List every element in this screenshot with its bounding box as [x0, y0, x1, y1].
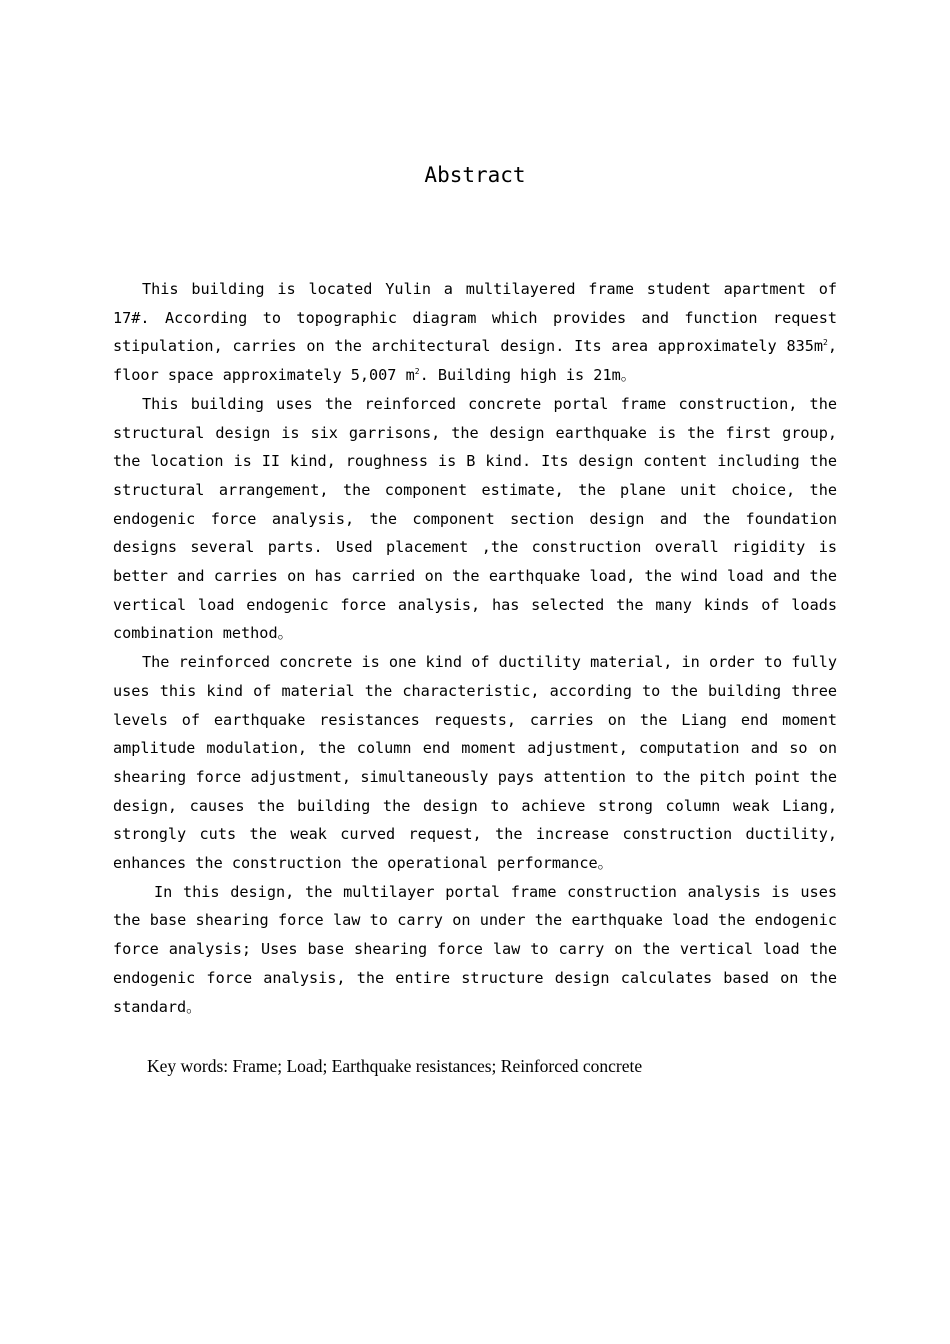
- abstract-paragraph-1: [113, 275, 837, 390]
- keywords-line: Key words: Frame; Load; Earthquake resistances; Reinforced concrete: [147, 1056, 643, 1076]
- paragraph-1-text-b: , floor space approximately 5,007 m: [113, 337, 837, 385]
- superscript-squared: 2: [823, 338, 828, 348]
- abstract-body: [113, 275, 837, 1021]
- paragraph-1-text-c: . Building high is 21m。: [419, 366, 636, 385]
- paragraph-1-text-a: This building is located Yulin a multilayered frame student apartment of 17#. According to topographic diagram which provides and function request stipulation, carries on the architectural design. Its area approximately 835m: [113, 280, 837, 356]
- abstract-paragraph-2: This building uses the reinforced concrete portal frame construction, the structural design is six garrisons, the design earthquake is the first group, the location is II kind, roughness is B kind. Its design content including the structural arrangement, the component estimate, the plane unit choice, the endogenic force analysis, the component section design and the foundation designs several parts. Used placement ,the construction overall rigidity is better and carries on has carried on the earthquake load, the wind load and the vertical load endogenic force analysis, has selected the many kinds of loads combination method。: [113, 394, 837, 643]
- superscript-squared: 2: [414, 367, 420, 377]
- page-title: Abstract: [424, 163, 526, 187]
- abstract-paragraph-4: In this design, the multilayer portal frame construction analysis is uses the base shearing force law to carry on under the earthquake load the endogenic force analysis; Uses base shearing force law to carry on the vertical load the endogenic force analysis, the entire structure design calculates based on the standard。: [113, 882, 837, 1016]
- abstract-paragraph-3: The reinforced concrete is one kind of ductility material, in order to fully uses this kind of material the characteristic, according to the building three levels of earthquake resistances requests, carries on the Liang end moment amplitude modulation, the column end moment adjustment, computation and so on shearing force adjustment, simultaneously pays attention to the pitch point the design, causes the building the design to achieve strong column weak Liang, strongly cuts the weak curved request, the increase construction ductility, enhances the construction the operational performance。: [113, 653, 837, 873]
